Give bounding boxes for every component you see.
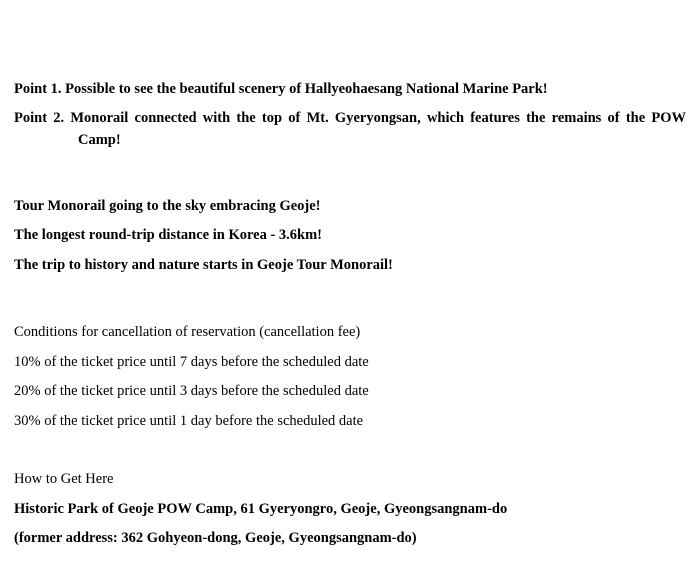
- cancellation-rule-3: 30% of the ticket price until 1 day before the scheduled date: [14, 413, 364, 429]
- cancellation-title: Conditions for cancellation of reservation (cancellation fee): [14, 324, 361, 340]
- point-2-paragraph: [14, 107, 686, 152]
- point-1-text: Possible to see the beautiful scenery of Hallyeohaesang National Marine Park!: [65, 81, 548, 97]
- tagline-2: The longest round-trip distance in Korea - 3.6km!: [14, 227, 323, 243]
- point-2-line-1: [14, 107, 686, 129]
- point-1-label: Point 1.: [14, 81, 62, 97]
- tagline-3: The trip to history and nature starts in Geoje Tour Monorail!: [14, 257, 393, 273]
- point-1-paragraph: [14, 78, 686, 100]
- tagline-1: Tour Monorail going to the sky embracing Geoje!: [14, 198, 321, 214]
- point-2-text-line-1: Monorail connected with the top of Mt. Gyeryongsan, which features the remains of the POW: [70, 110, 687, 126]
- point-2-label: Point 2.: [14, 110, 65, 126]
- cancellation-rule-2: 20% of the ticket price until 3 days before the scheduled date: [14, 383, 369, 399]
- directions-address: Historic Park of Geoje POW Camp, 61 Gyeryongro, Geoje, Gyeongsangnam-do: [14, 501, 508, 517]
- point-2-text-line-2: Camp!: [78, 132, 121, 149]
- directions-former-address: (former address: 362 Gohyeon-dong, Geoje, Gyeongsangnam-do): [14, 530, 417, 546]
- directions-title: How to Get Here: [14, 471, 114, 487]
- cancellation-rule-1: 10% of the ticket price until 7 days before the scheduled date: [14, 354, 369, 370]
